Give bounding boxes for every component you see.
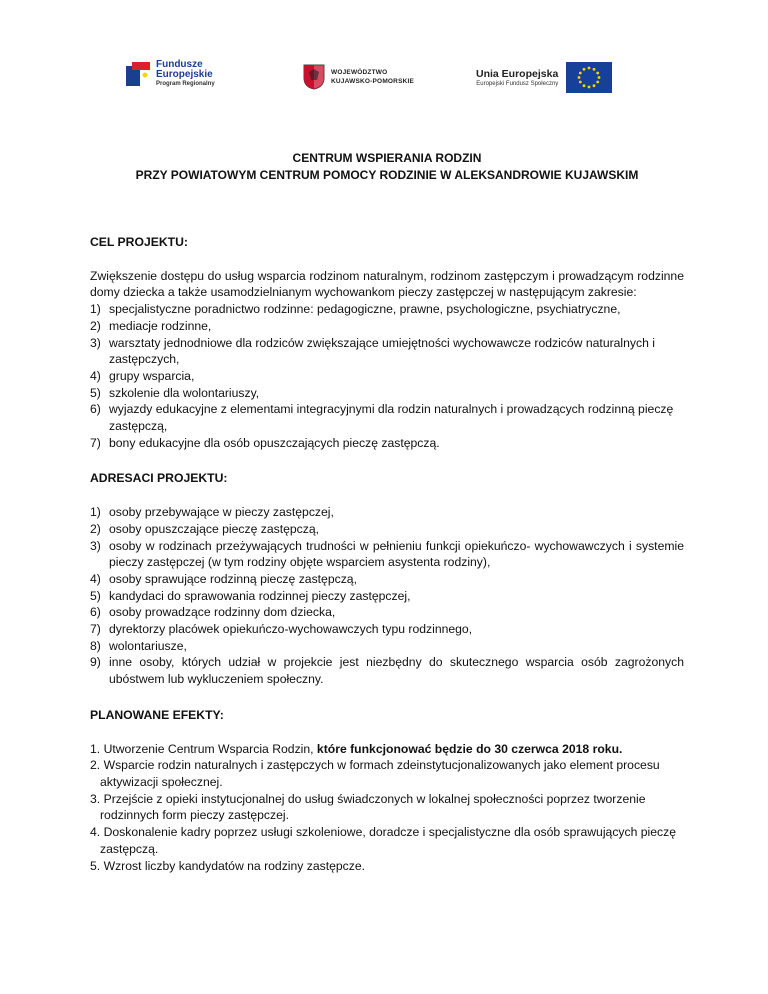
title-line1: CENTRUM WSPIERANIA RODZIN [292, 151, 482, 165]
cel-list [90, 301, 684, 451]
adresaci-item: 1) osoby przebywające w pieczy zastępczej, [90, 505, 334, 520]
fe-line1: Fundusze [156, 59, 203, 70]
unia-europejska-logo [476, 62, 612, 93]
cel-intro: Zwiększenie dostępu do usług wsparcia rodzinom naturalnym, rodzinom zastępczym i prowadzącym rodzinne domy dziecka a także usamodzielnianym wychowankom pieczy zastępczej w następującym zakresie: [90, 268, 684, 300]
efekty-item: 1. Utworzenie Centrum Wsparcia Rodzin, które funkcjonować będzie do 30 czerwca 2018 roku. [90, 741, 623, 756]
fundusze-europejskie-emblem-icon [126, 60, 152, 88]
efekty-item: 2. Wsparcie rodzin naturalnych i zastępczych w formach zdeinstytucjonalizowanych jako element procesu aktywizacji społecznej. [90, 758, 660, 789]
adresaci-list [90, 504, 684, 688]
adresaci-item: 5) kandydaci do sprawowania rodzinnej pieczy zastępczej, [90, 588, 411, 603]
fundusze-europejskie-logo [126, 60, 215, 88]
ue-line2: Europejski Fundusz Społeczny [476, 80, 559, 87]
cel-item: 4) grupy wsparcia, [90, 368, 195, 383]
adresaci-item: 3) osoby w rodzinach przeżywających trudności w pełnieniu funkcji opiekuńczo- wychowawczych i systemie pieczy zastępczej (w tym rodziny objęte wsparciem asystenta rodziny), [90, 538, 684, 570]
voivodeship-crest-icon [303, 64, 325, 90]
cel-heading: CEL PROJEKTU: [90, 235, 188, 249]
efekty-item: 4. Doskonalenie kadry poprzez usługi szkoleniowe, doradcze i specjalistyczne dla osób sprawujących pieczę zastępczą. [90, 825, 677, 856]
logo-bar [0, 60, 768, 100]
kujawsko-pomorskie-logo [303, 64, 414, 90]
efekty-item: 3. Przejście z opieki instytucjonalnej do usług świadczonych w lokalnej społeczności poprzez tworzenie rodzinnych form pieczy zastępczej. [90, 791, 646, 823]
cel-item: 7) bony edukacyjne dla osób opuszczających pieczę zastępczą. [90, 435, 440, 450]
title-line2: PRZY POWIATOWYM CENTRUM POMOCY RODZINIE W ALEKSANDROWIE KUJAWSKIM [135, 168, 639, 182]
adresaci-item: 2) osoby opuszczające pieczę zastępczą, [90, 521, 320, 536]
cel-item: 6) wyjazdy edukacyjne z elementami integracyjnymi dla rodzin naturalnych i prowadzących rodzinną pieczę zastępczą, [90, 402, 674, 434]
cel-item: 5) szkolenie dla wolontariuszy, [90, 385, 260, 400]
kp-line2: KUJAWSKO-POMORSKIE [331, 78, 415, 85]
adresaci-item: 9) inne osoby, których udział w projekcie jest niezbędny do skutecznego wsparcia osób zagrożonych ubóstwem lub wykluczeniem społeczny. [90, 655, 684, 687]
adresaci-item: 6) osoby prowadzące rodzinny dom dziecka, [90, 605, 336, 620]
fe-line2: Europejskie [156, 69, 213, 80]
ue-line1: Unia Europejska [476, 67, 559, 80]
efekty-list [90, 741, 684, 875]
cel-item: 1) specjalistyczne poradnictwo rodzinne: pedagogiczne, prawne, psychologiczne, psychiatryczne, [90, 302, 621, 317]
efekty-heading: PLANOWANE EFEKTY: [90, 707, 224, 722]
efekty-deadline: które funkcjonować będzie do 30 czerwca 2018 roku. [316, 741, 623, 756]
adresaci-heading: ADRESACI PROJEKTU: [90, 471, 228, 486]
fe-line3: Program Regionalny [156, 81, 215, 87]
kp-line1: WOJEWÓDZTWO [331, 69, 388, 76]
cel-item: 3) warsztaty jednodniowe dla rodziców zwiększające umiejętności wychowawcze rodziców naturalnych i zastępczych, [90, 335, 655, 367]
eu-flag-icon [566, 62, 612, 93]
efekty-item: 5. Wzrost liczby kandydatów na rodziny zastępcze. [90, 858, 366, 873]
adresaci-item: 7) dyrektorzy placówek opiekuńczo-wychowawczych typu rodzinnego, [90, 622, 473, 637]
adresaci-item: 4) osoby sprawujące rodzinną pieczę zastępczą, [90, 571, 357, 586]
document-content [90, 150, 684, 874]
adresaci-item: 8) wolontariusze, [90, 638, 187, 653]
cel-item: 2) mediacje rodzinne, [90, 318, 212, 333]
